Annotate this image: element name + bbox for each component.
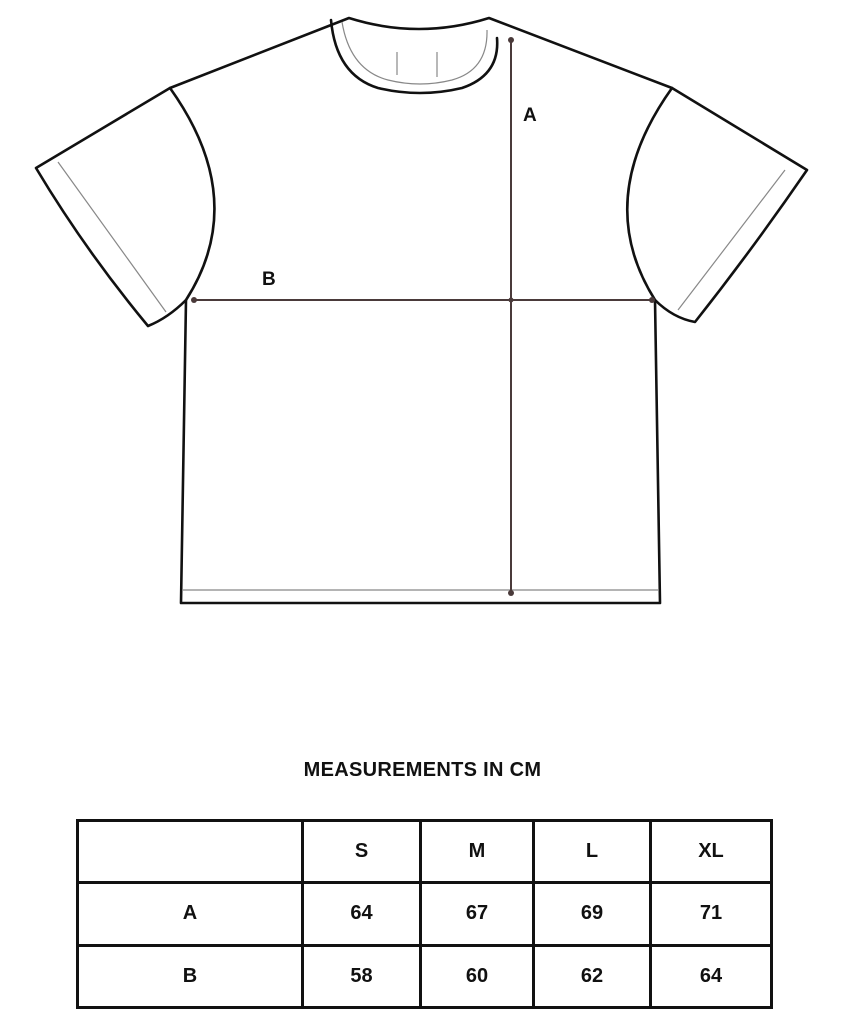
- right-sleeve-hem: [678, 170, 785, 310]
- cell-a-m: 67: [421, 883, 534, 945]
- table-row: [78, 945, 772, 1007]
- measure-a-bottom-dot: [508, 590, 514, 596]
- size-chart-table: [76, 819, 773, 1009]
- cell-b-s: 58: [303, 945, 421, 1007]
- table-header-row: [78, 821, 772, 883]
- row-label-a: A: [78, 883, 303, 945]
- table-title: MEASUREMENTS IN CM: [303, 759, 542, 781]
- left-sleeve-hem: [58, 162, 166, 312]
- measure-cross-dot: [509, 298, 514, 303]
- table-row: [78, 883, 772, 945]
- cell-b-l: 62: [534, 945, 651, 1007]
- header-empty-cell: [78, 821, 303, 883]
- collar-stitch: [342, 22, 487, 84]
- header-size-l: L: [534, 821, 651, 883]
- left-sleeve-seam: [170, 88, 214, 300]
- collar-band: [331, 20, 497, 93]
- cell-a-s: 64: [303, 883, 421, 945]
- header-size-m: M: [421, 821, 534, 883]
- cell-a-xl: 71: [651, 883, 772, 945]
- cell-a-l: 69: [534, 883, 651, 945]
- measure-label-a: A: [523, 105, 537, 126]
- header-size-xl: XL: [651, 821, 772, 883]
- right-sleeve-seam: [627, 88, 672, 300]
- cell-b-m: 60: [421, 945, 534, 1007]
- cell-b-xl: 64: [651, 945, 772, 1007]
- measure-b-right-dot: [649, 297, 655, 303]
- row-label-b: B: [78, 945, 303, 1007]
- header-size-s: S: [303, 821, 421, 883]
- tshirt-outline: [36, 18, 807, 603]
- measure-a-top-dot: [508, 37, 514, 43]
- measure-b-left-dot: [191, 297, 197, 303]
- measure-label-b: B: [262, 269, 276, 290]
